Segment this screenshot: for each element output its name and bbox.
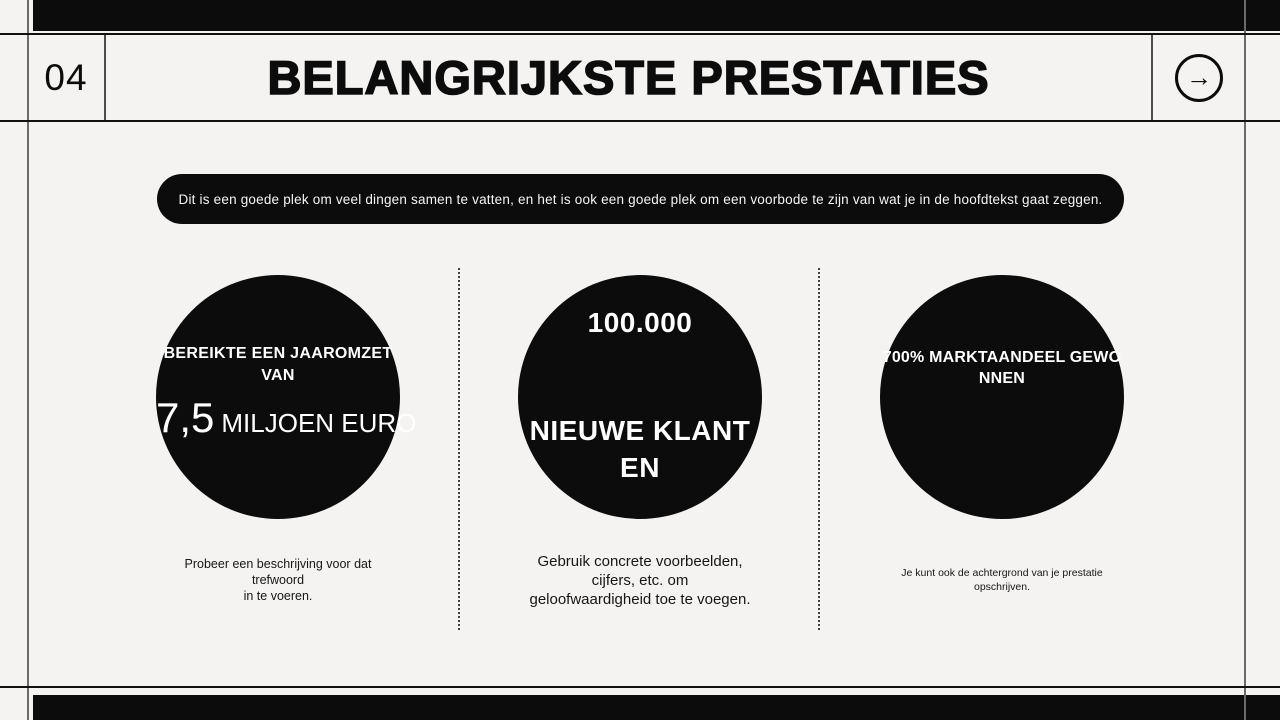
caption-line: trefwoord bbox=[251, 572, 305, 587]
stat-circle-marketshare bbox=[880, 275, 1124, 519]
dotted-separator bbox=[458, 268, 460, 630]
bottom-black-band bbox=[33, 695, 1280, 720]
stat-value: 100.000 bbox=[587, 307, 693, 338]
stat-label bbox=[880, 347, 1124, 389]
stat-unit: MILJOEN EURO bbox=[221, 408, 417, 439]
callout-text: Dit is een goede plek om veel dingen samen te vatten, en het is ook een goede plek om een voorbode te zijn van wat je in de hoofdtekst gaat zeggen. bbox=[178, 191, 1103, 207]
stat-headline-line: VAN bbox=[261, 366, 295, 384]
frame-line-header-bottom bbox=[0, 120, 1280, 122]
page-number: 04 bbox=[44, 56, 88, 98]
stat-label-line: NIEUWE KLANT bbox=[529, 415, 751, 446]
stat-label bbox=[518, 413, 762, 487]
callout-pill bbox=[157, 174, 1124, 224]
caption-line: in te voeren. bbox=[243, 588, 313, 603]
stat-caption bbox=[490, 552, 790, 610]
frame-line-right bbox=[1244, 0, 1246, 720]
stat-circle-customers bbox=[518, 275, 762, 519]
stat-label-line: NNEN bbox=[978, 370, 1026, 388]
top-black-band bbox=[33, 0, 1280, 31]
arrow-right-icon: → bbox=[1186, 62, 1212, 92]
stat-label-line: 700% MARKTAANDEEL GEWO bbox=[882, 349, 1122, 366]
header-divider-right bbox=[1151, 35, 1153, 120]
page-title: BELANGRIJKSTE PRESTATIES bbox=[267, 51, 990, 104]
caption-line: opschrijven. bbox=[973, 580, 1031, 593]
caption-line: Probeer een beschrijving voor dat bbox=[184, 557, 372, 571]
next-slide-button[interactable] bbox=[1175, 54, 1223, 102]
stat-caption bbox=[148, 557, 408, 604]
stat-circle-revenue bbox=[156, 275, 417, 519]
stat-caption bbox=[882, 567, 1122, 594]
dotted-separator bbox=[818, 268, 820, 630]
caption-line: Je kunt ook de achtergrond van je prestatie bbox=[901, 567, 1103, 579]
stat-value: 7,5 bbox=[156, 394, 215, 442]
stat-label-line: EN bbox=[620, 451, 660, 483]
frame-line-footer bbox=[0, 686, 1280, 688]
stat-circle-content bbox=[156, 343, 417, 442]
stat-headline-line: BEREIKTE EEN JAAROMZET bbox=[163, 345, 393, 362]
caption-line: Gebruik concrete voorbeelden, bbox=[537, 553, 743, 570]
caption-line: cijfers, etc. om bbox=[591, 572, 689, 590]
caption-line: geloofwaardigheid toe te voegen. bbox=[529, 591, 751, 609]
